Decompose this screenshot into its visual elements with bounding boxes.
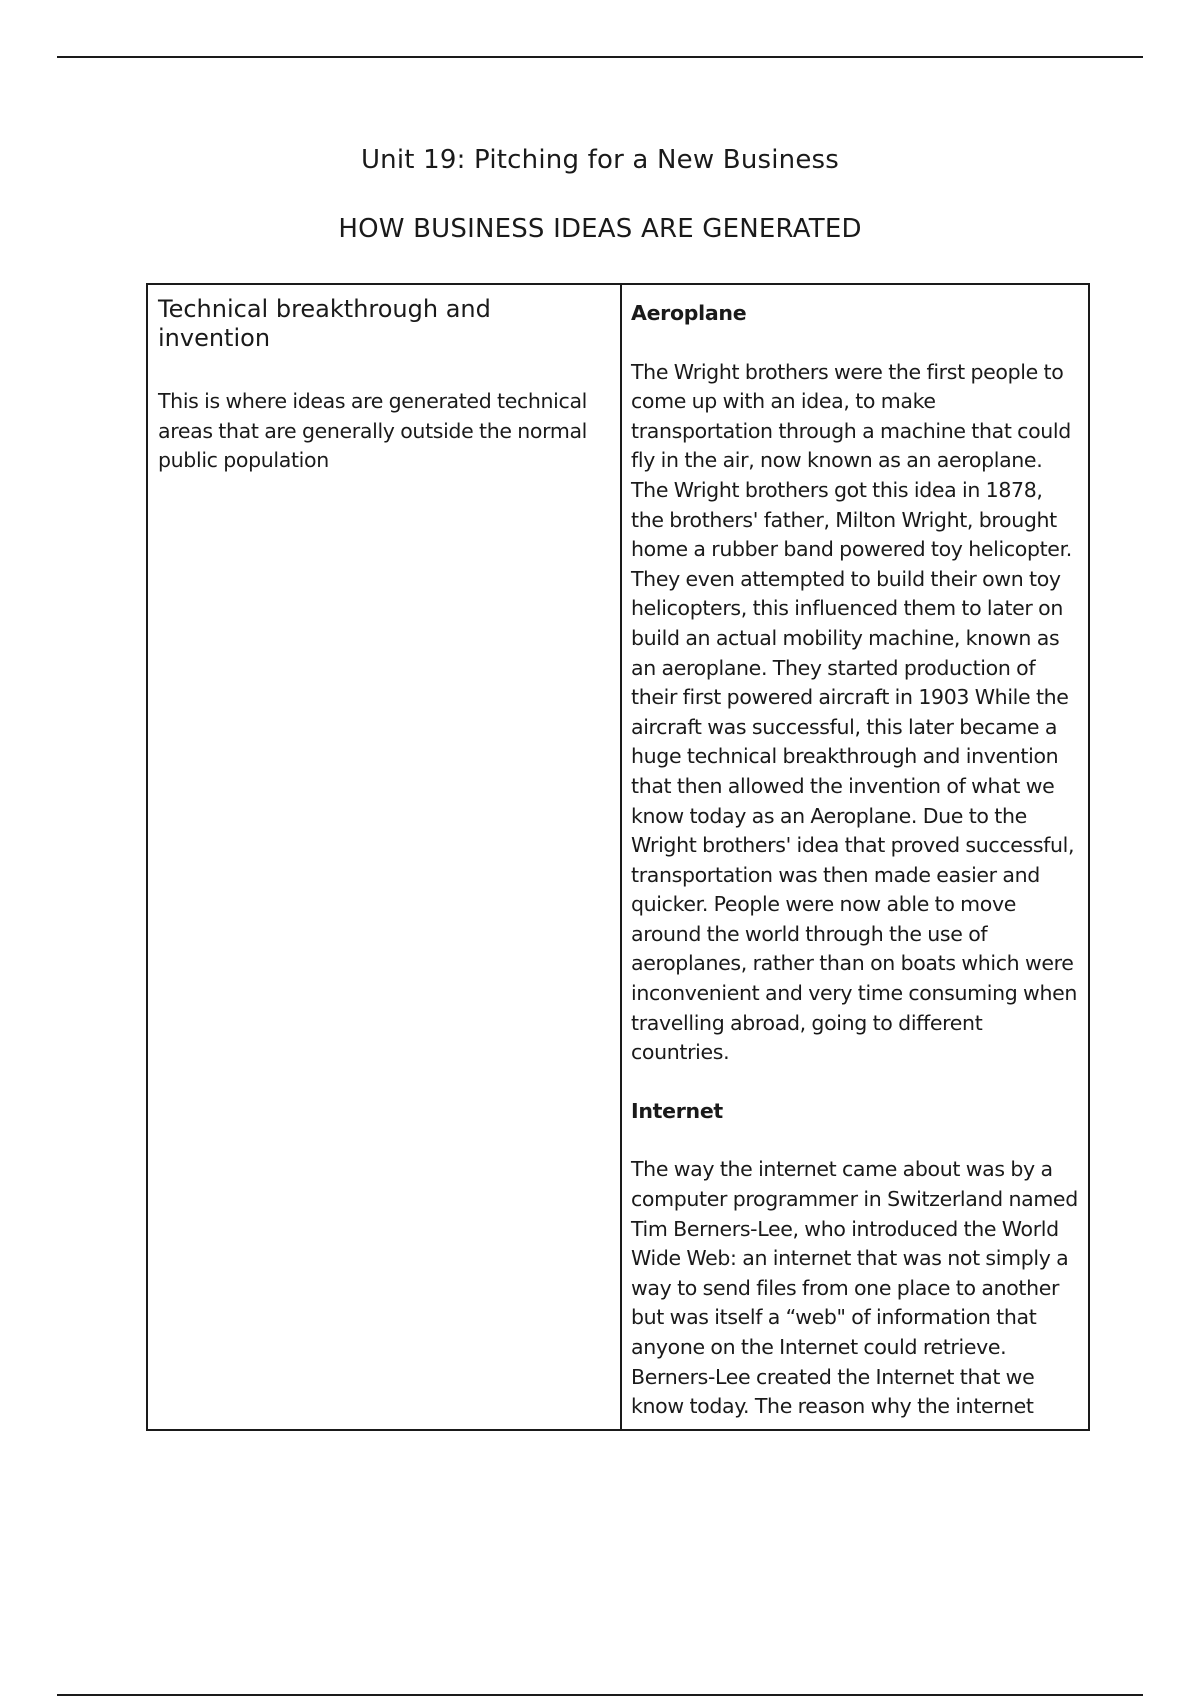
topic-description: This is where ideas are generated technical areas that are generally outside the normal public population — [158, 389, 588, 473]
internet-body: The way the internet came about was by a computer programmer in Switzerland named Tim Berners-Lee, who introduced the World Wide Web: an internet that was not simply a way to send files from one place to another but was itself a “web" of information that anyone on the Internet could retrieve. Berners-Lee created the Internet that we know today. The reason why the internet — [631, 1157, 1078, 1419]
document-title: Unit 19: Pitching for a New Business — [360, 145, 840, 175]
document-subtitle: HOW BUSINESS IDEAS ARE GENERATED — [338, 214, 862, 244]
aeroplane-heading: Aeroplane — [631, 301, 747, 325]
table-cell-topic — [148, 285, 622, 1429]
internet-heading: Internet — [631, 1098, 723, 1123]
topic-heading: Technical breakthrough and invention — [158, 295, 491, 352]
footer-rule — [57, 1694, 1143, 1696]
aeroplane-body: The Wright brothers were the first people to come up with an idea, to make transportation through a machine that could fly in the air, now known as an aeroplane. The Wright brothers got this idea in 1878, the brothers' father, Milton Wright, brought home a rubber band powered toy helicopter. They even attempted to build their own toy helicopters, this influenced them to later on build an actual mobility machine, known as an aeroplane. They started production of their first powered aircraft in 1903 While the aircraft was successful, this later became a huge technical breakthrough and invention that then allowed the invention of what we know today as an Aeroplane. Due to the Wright brothers' idea that proved successful, transportation was then made easier and quicker. People were now able to move around the world through the use of aeroplanes, rather than on boats which were inconvenient and very time consuming when travelling abroad, going to different countries. — [631, 359, 1078, 1065]
content-table — [146, 283, 1090, 1431]
table-cell-examples — [622, 285, 1088, 1429]
header-rule — [57, 56, 1143, 58]
